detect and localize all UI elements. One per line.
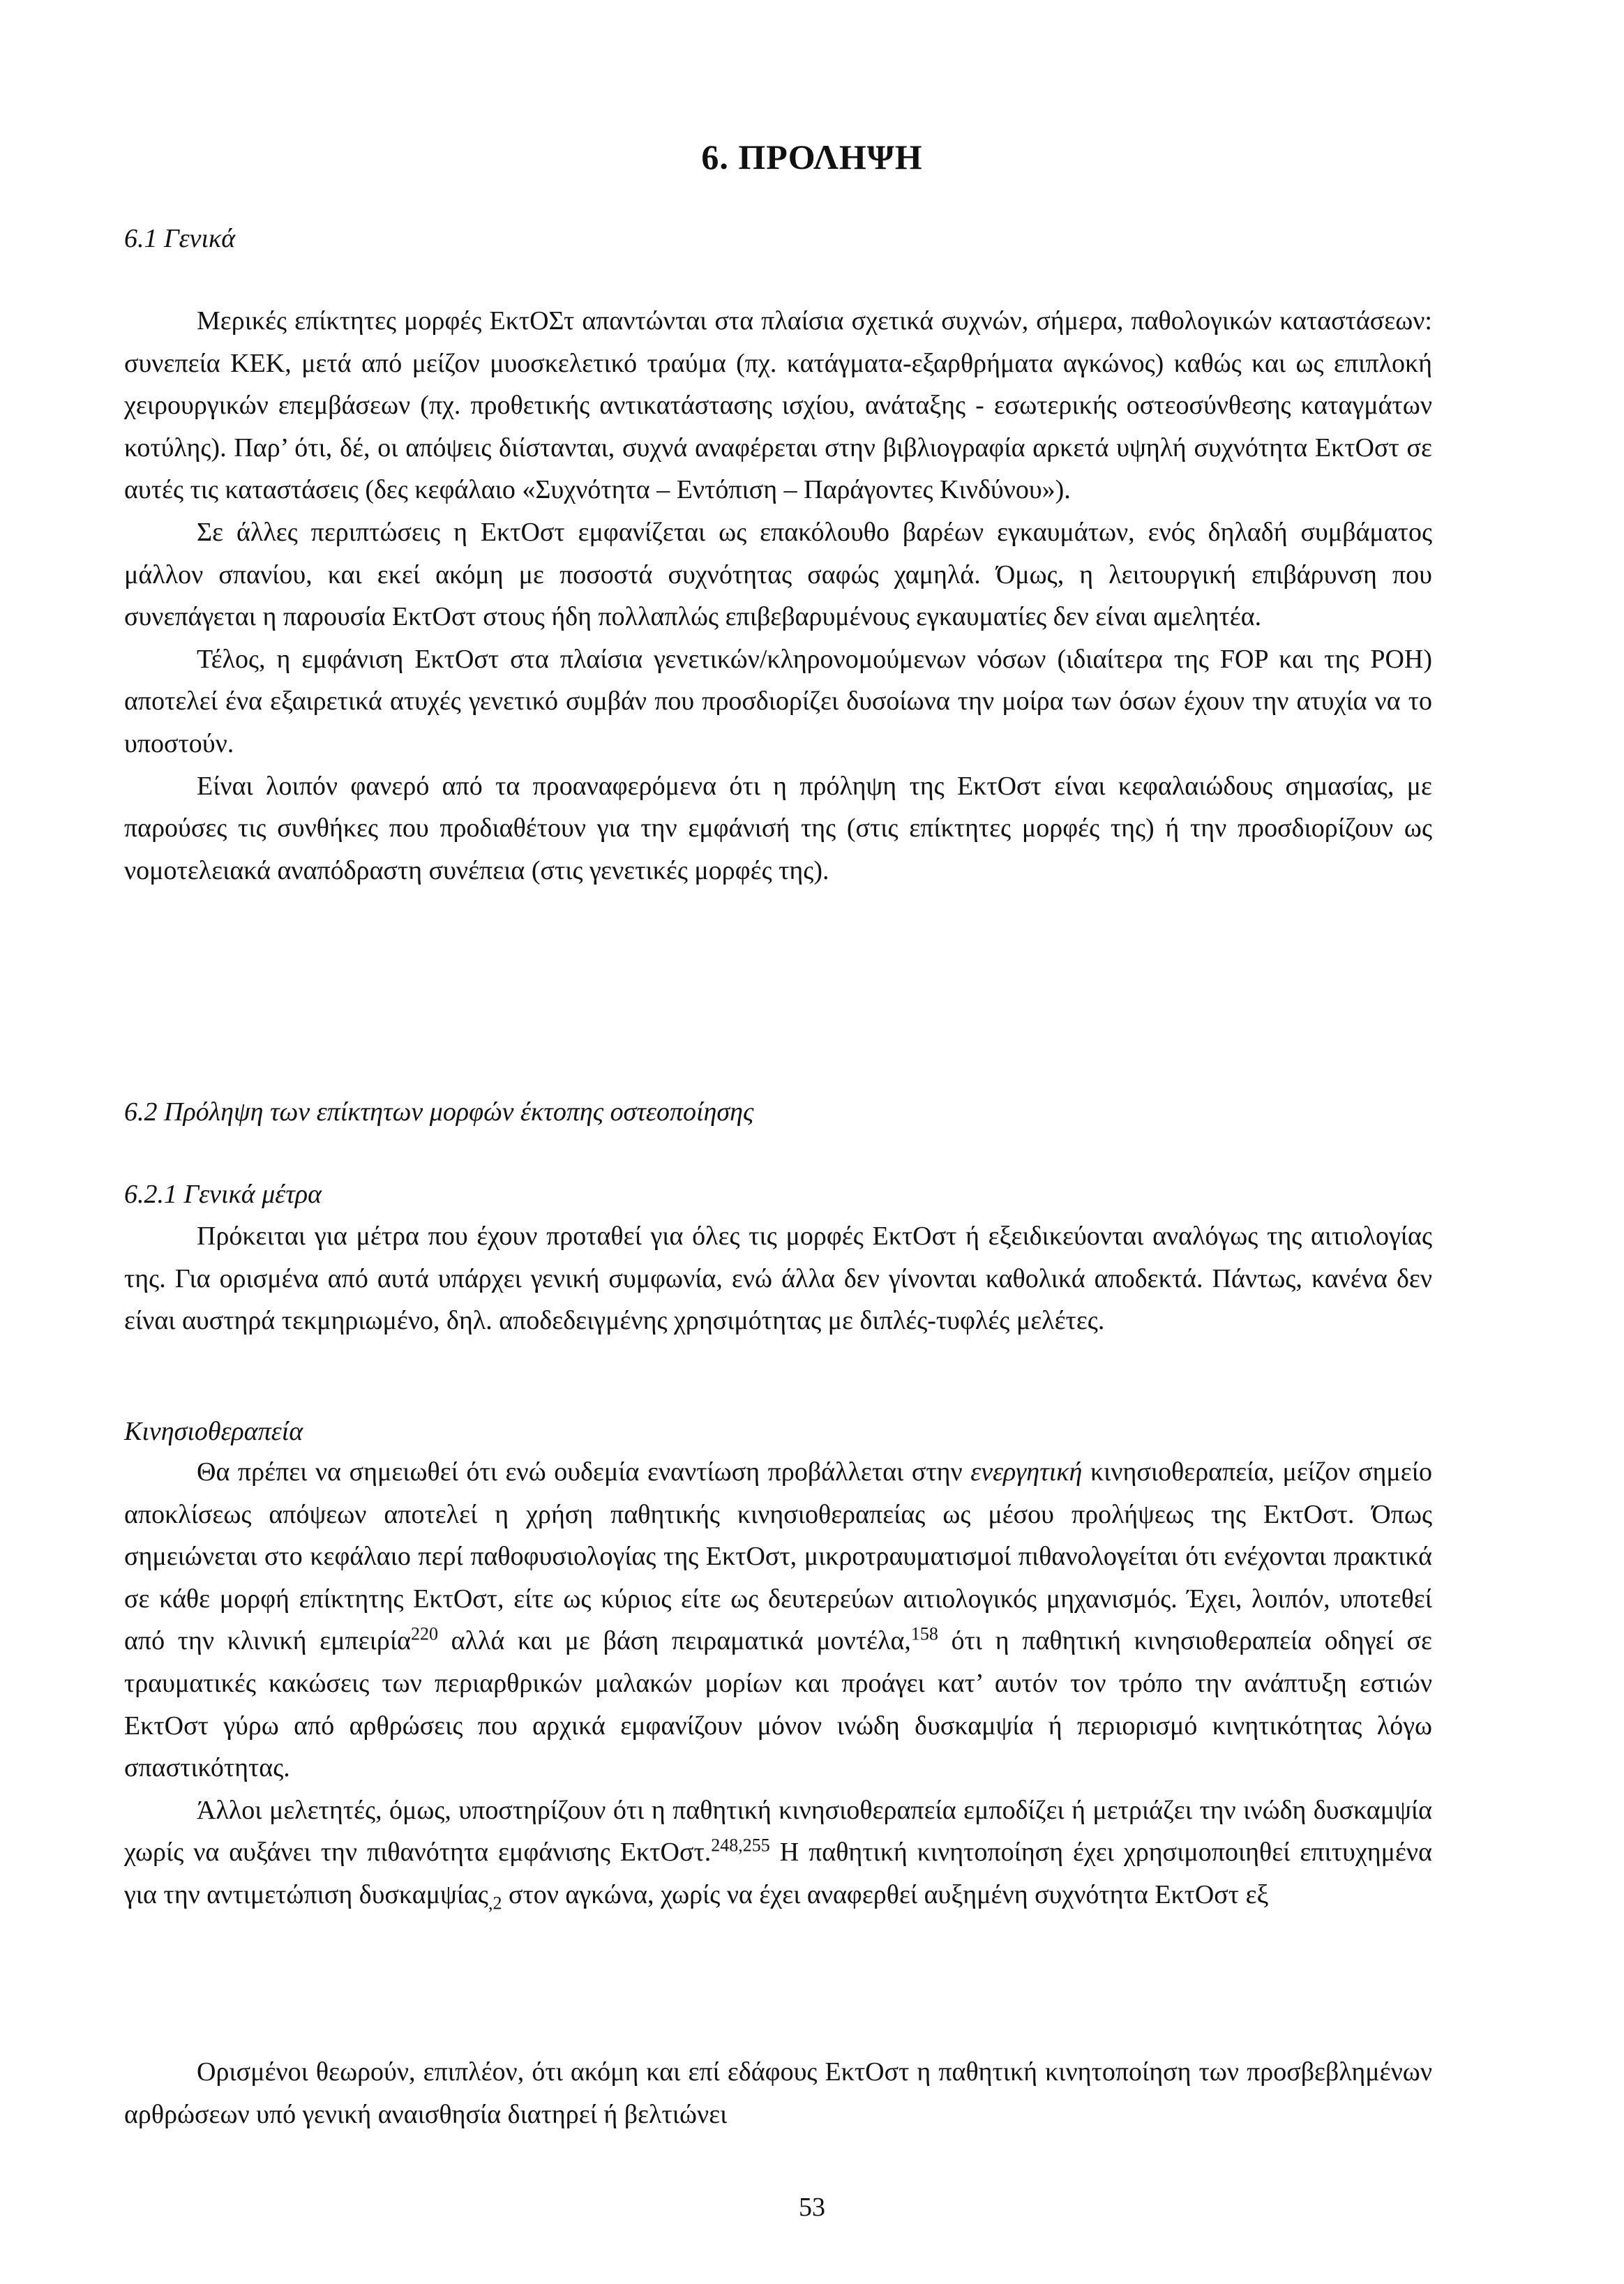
paragraph: Πρόκειται για μέτρα που έχουν προταθεί για όλες τις μορφές ΕκτΟστ ή εξειδικεύονται αναλόγως της αιτιολογίας της. Για ορισμένα από αυτά υπάρχει γενική συμφωνία, ενώ άλλα δεν γίνονται καθολικά αποδεκτά. Πάντως, κανένα δεν είναι αυστηρά τεκμηριωμένο, δηλ. αποδεδειγμένης χρησιμότητας με διπλές-τυφλές μελέτες. [124, 1222, 1432, 1336]
citation-ref: 220 [410, 1623, 438, 1644]
chapter-title: 6. ΠΡΟΛΗΨΗ [701, 137, 923, 176]
section-heading-6-2: 6.2 Πρόληψη των επίκτητων μορφών έκτοπης οστεοποίησης [124, 1097, 754, 1127]
text-span: Άλλοι μελετητές, όμως, υποστηρίζουν ότι η παθητική κινησιοθεραπεία εμποδίζει ή μετριάζει την ινώδη δυσκαμψία χωρίς να αυξάνει την πιθανότητα εμφάνισης ΕκτΟστ. [124, 1795, 1432, 1868]
section-6-2-1-body [124, 1215, 1432, 1342]
section-heading-6-2-1: 6.2.1 Γενικά μέτρα [124, 1180, 322, 1209]
paragraph [124, 1789, 1432, 1916]
citation-ref: 158 [910, 1623, 938, 1644]
paragraph: Τέλος, η εμφάνιση ΕκτΟστ στα πλαίσια γενετικών/κληρονομούμενων νόσων (ιδιαίτερα της FOP και της POH) αποτελεί ένα εξαιρετικά ατυχές γενετικό συμβάν που προσδιορίζει δυσοίωνα την μοίρα των όσων έχουν την ατυχία να το υποστούν. [124, 644, 1432, 758]
citation-ref: 248,255 [711, 1835, 770, 1856]
kinesiotherapy-body-continued [124, 2051, 1432, 2135]
paragraph: Μερικές επίκτητες μορφές ΕκτΟΣτ απαντώνται στα πλαίσια σχετικά συχνών, σήμερα, παθολογικών καταστάσεων: συνεπεία ΚΕΚ, μετά από μείζον μυοσκελετικό τραύμα (πχ. κατάγματα-εξαρθρήματα αγκώνος) καθώς και ως επιπλοκή χειρουργικών επεμβάσεων (πχ. προθετικής αντικατάστασης ισχίου, ανάταξης - εσωτερικής οστεοσύνθεσης καταγμάτων κοτύλης). Παρ’ ότι, δέ, οι απόψεις διίστανται, συχνά αναφέρεται στην βιβλιογραφία αρκετά υψηλή συχνότητα ΕκτΟστ σε αυτές τις καταστάσεις (δες κεφάλαιο «Συχνότητα – Εντόπιση – Παράγοντες Κινδύνου»). [124, 306, 1432, 505]
page-number: 53 [799, 2193, 825, 2222]
paragraph [124, 1451, 1432, 1789]
paragraph: Σε άλλες περιπτώσεις η ΕκτΟστ εμφανίζεται ως επακόλουθο βαρέων εγκαυμάτων, ενός δηλαδή συμβάματος μάλλον σπανίου, και εκεί ακόμη με ποσοστά συχνότητας σαφώς χαμηλά. Όμως, η λειτουργική επιβάρυνση που συνεπάγεται η παρουσία ΕκτΟστ στους ήδη πολλαπλώς επιβεβαρυμένους εγκαυματίες δεν είναι αμελητέα. [124, 517, 1432, 632]
emphasis-text: ενεργητική [970, 1457, 1083, 1487]
section-heading-6-1: 6.1 Γενικά [124, 224, 236, 253]
section-6-1-body [124, 300, 1432, 892]
text-span: στον αγκώνα, χωρίς να έχει αναφερθεί αυξημένη συχνότητα ΕκτΟστ εξ [502, 1879, 1269, 1909]
text-span: Θα πρέπει να σημειωθεί ότι ενώ ουδεμία εναντίωση προβάλλεται στην [197, 1457, 971, 1487]
paragraph: Ορισμένοι θεωρούν, επιπλέον, ότι ακόμη και επί εδάφους ΕκτΟστ η παθητική κινητοποίηση των προσβεβλημένων αρθρώσεων υπό γενική αναισθησία διατηρεί ή βελτιώνει [124, 2057, 1432, 2129]
paragraph: Είναι λοιπόν φανερό από τα προαναφερόμενα ότι η πρόληψη της ΕκτΟστ είναι κεφαλαιώδους σημασίας, με παρούσες τις συνθήκες που προδιαθέτουν για την εμφάνισή της (στις επίκτητες μορφές της) ή την προσδιορίζουν ως νομοτελειακά αναπόδραστη συνέπεια (στις γενετικές μορφές της). [124, 771, 1432, 885]
text-span: αλλά και με βάση πειραματικά μοντέλα, [437, 1626, 911, 1656]
subheading-kinesiotherapy: Κινησιοθεραπεία [124, 1417, 303, 1446]
text-span: Η παθητική κινητοποίηση έχει χρησιμοποιηθεί επιτυχημένα για την αντιμετώπιση δυσκαμψίας [124, 1838, 1432, 1909]
citation-ref: ,2 [488, 1893, 502, 1914]
text-span: ότι η παθητική κινησιοθεραπεία οδηγεί σε τραυματικές κακώσεις των περιαρθρικών μαλακών μορίων και προάγει κατ’ αυτόν τον τρόπο την ανάπτυξη εστιών ΕκτΟστ γύρω από αρθρώσεις που αρχικά εμφανίζουν μόνον ινώδη δυσκαμψία ή περιορισμό κινητικότητας λόγω σπαστικότητας. [124, 1626, 1432, 1783]
kinesiotherapy-body [124, 1451, 1432, 1916]
text-span: κινησιοθεραπεία, μείζον σημείο αποκλίσεως απόψεων αποτελεί η χρήση παθητικής κινησιοθεραπείας ως μέσου προλήψεως της ΕκτΟστ. Όπως σημειώνεται στο κεφάλαιο περί παθοφυσιολογίας της ΕκτΟστ, μικροτραυματισμοί πιθανολογείται ότι ενέχονται πρακτικά σε κάθε μορφή επίκτητης ΕκτΟστ, είτε ως κύριος είτε ως δευτερεύων αιτιολογικός μηχανισμός. Έχει, λοιπόν, υποτεθεί από την κλινική εμπειρία [124, 1457, 1432, 1656]
